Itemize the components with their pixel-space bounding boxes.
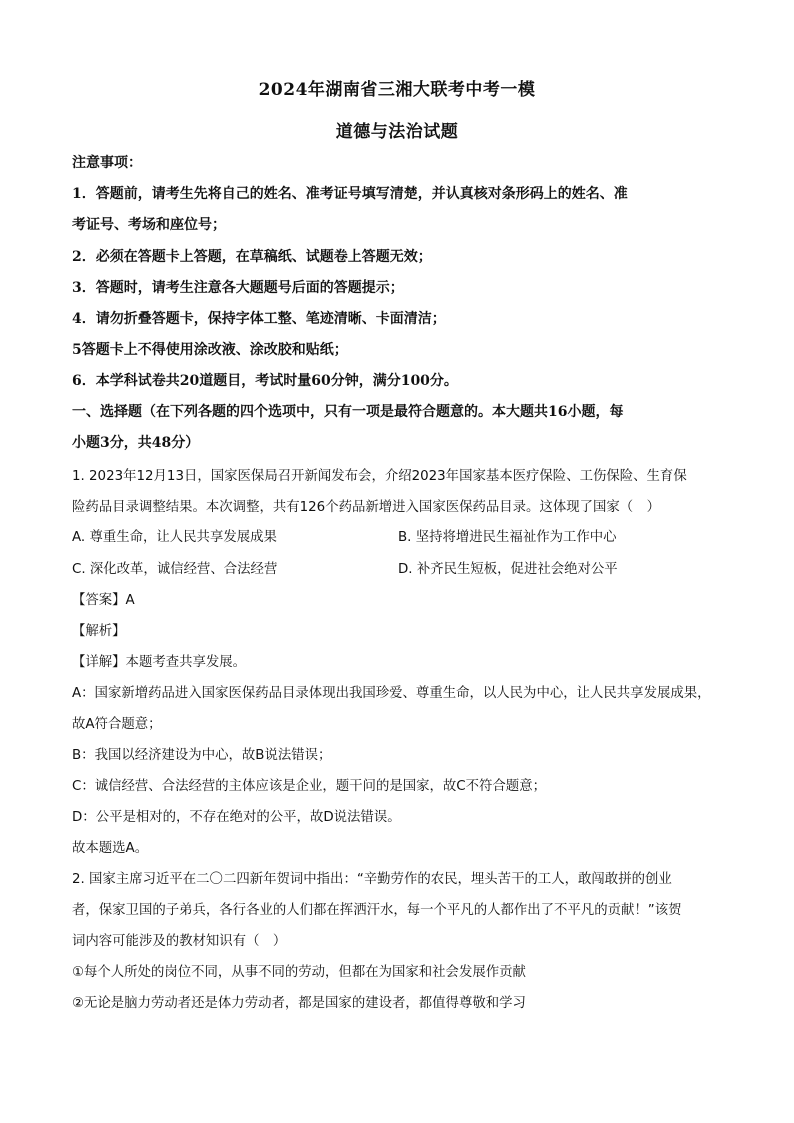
q1-option-b: B. 坚持将增进民生福祉作为工作中心: [398, 530, 617, 545]
notice-line: 4．请勿折叠答题卡，保持字体工整、笔迹清晰、卡面清洁；: [72, 311, 446, 327]
q2-stem-cont: 词内容可能涉及的教材知识有（ ）: [72, 934, 287, 949]
q1-answer: 【答案】A: [72, 593, 135, 608]
notice-line: 6．本学科试卷共20道题目，考试时量60分钟，满分100分。: [72, 373, 458, 389]
section-heading: 一、选择题（在下列各题的四个选项中，只有一项是最符合题意的。本大题共16小题，每: [72, 404, 624, 420]
q1-option-a: A. 尊重生命，让人民共享发展成果: [72, 530, 277, 545]
q1-detail: B：我国以经济建设为中心，故B说法错误；: [72, 748, 332, 763]
q1-stem-cont: 险药品目录调整结果。本次调整，共有126个药品新增进入国家医保药品目录。这体现了国家（ ）: [72, 500, 660, 515]
exam-title: 2024年湖南省三湘大联考中考一模: [258, 80, 536, 100]
notice-line: 5答题卡上不得使用涂改液、涂改胶和贴纸；: [72, 342, 348, 358]
q2-statement-1: ①每个人所处的岗位不同，从事不同的劳动，但都在为国家和社会发展作贡献: [72, 965, 526, 980]
q1-detail: C：诚信经营、合法经营的主体应该是企业，题干问的是国家，故C不符合题意；: [72, 779, 546, 794]
q1-detail: D：公平是相对的，不存在绝对的公平，故D说法错误。: [72, 810, 401, 825]
q1-analysis-label: 【解析】: [72, 624, 126, 639]
exam-subtitle: 道德与法治试题: [335, 122, 459, 142]
q1-option-c: C. 深化改革，诚信经营、合法经营: [72, 562, 278, 577]
q2-statement-2: ②无论是脑力劳动者还是体力劳动者，都是国家的建设者，都值得尊敬和学习: [72, 996, 526, 1011]
q2-stem-cont: 者，保家卫国的子弟兵，各行各业的人们都在挥洒汗水，每一个平凡的人都作出了不平凡的贡献！”该贺: [72, 903, 682, 918]
notice-line: 3．答题时，请考生注意各大题题号后面的答题提示；: [72, 280, 404, 296]
q1-detail: 【详解】本题考查共享发展。: [72, 655, 247, 670]
notice-line: 1．答题前，请考生先将自己的姓名、准考证号填写清楚，并认真核对条形码上的姓名、准: [72, 186, 628, 202]
notice-line: 2．必须在答题卡上答题，在草稿纸、试题卷上答题无效；: [72, 249, 432, 265]
q1-detail: A：国家新增药品进入国家医保药品目录体现出我国珍爱、尊重生命，以人民为中心，让人民共享发展成果，: [72, 686, 711, 701]
q1-detail: 故本题选A。: [72, 841, 149, 856]
q2-stem: 2. 国家主席习近平在二〇二四新年贺词中指出：“辛勤劳作的农民，埋头苦干的工人，敢闯敢拼的创业: [72, 872, 672, 887]
section-heading-cont: 小题3分，共48分）: [72, 435, 200, 451]
notice-line: 考证号、考场和座位号；: [72, 217, 226, 233]
notice-heading: 注意事项：: [72, 155, 142, 171]
q1-detail: 故A符合题意；: [72, 717, 162, 732]
q1-option-d: D. 补齐民生短板，促进社会绝对公平: [398, 562, 618, 577]
q1-stem: 1. 2023年12月13日，国家医保局召开新闻发布会，介绍2023年国家基本医疗保险、工伤保险、生育保: [72, 469, 687, 484]
